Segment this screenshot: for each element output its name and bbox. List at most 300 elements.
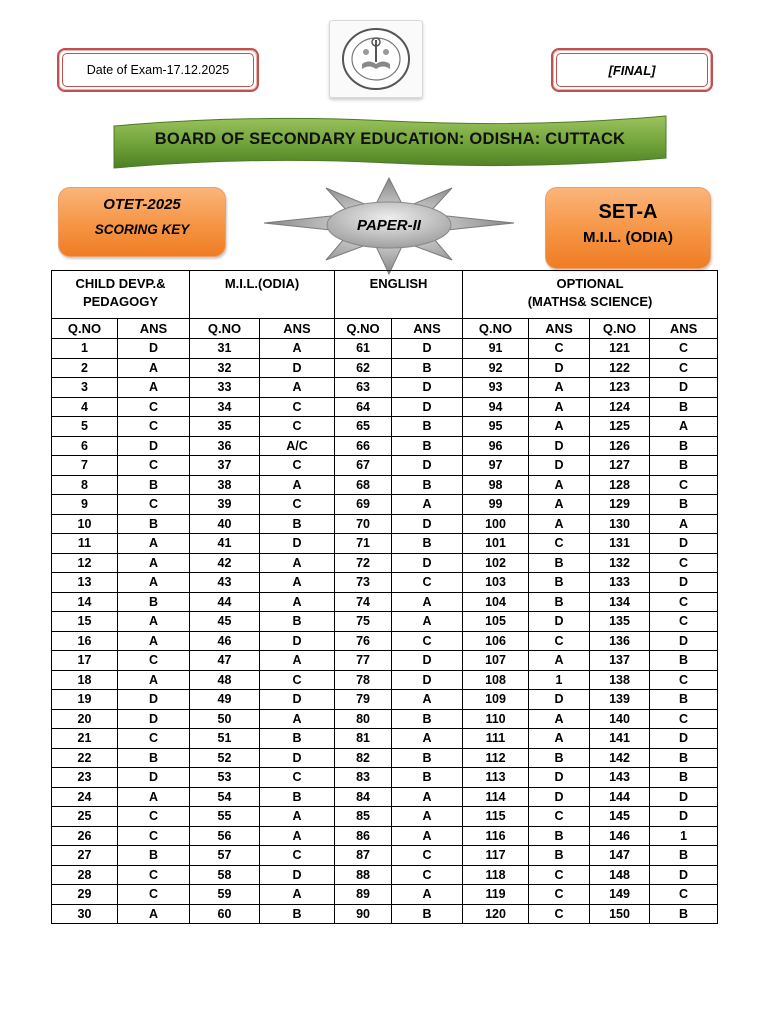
table-row — [52, 534, 718, 554]
answer-cell: A — [260, 709, 335, 729]
answer-cell: C — [650, 885, 718, 905]
answer-cell: A — [392, 885, 463, 905]
answer-cell: C — [118, 417, 190, 437]
question-number-cell: 69 — [335, 495, 392, 515]
question-number-cell: 102 — [463, 553, 529, 573]
question-number-cell: 71 — [335, 534, 392, 554]
answer-cell: D — [392, 670, 463, 690]
question-number-cell: 103 — [463, 573, 529, 593]
answer-cell: B — [260, 612, 335, 632]
question-number-cell: 140 — [590, 709, 650, 729]
answer-cell: C — [650, 709, 718, 729]
exam-name-badge — [58, 187, 226, 257]
answer-cell: B — [529, 748, 590, 768]
answer-cell: C — [118, 885, 190, 905]
question-number-cell: 22 — [52, 748, 118, 768]
question-number-cell: 39 — [190, 495, 260, 515]
answer-cell: B — [118, 846, 190, 866]
question-number-cell: 86 — [335, 826, 392, 846]
answer-cell: A — [392, 807, 463, 827]
col-qno-header: Q.NO — [590, 319, 650, 339]
answer-cell: B — [392, 436, 463, 456]
section-english: ENGLISH — [335, 271, 463, 319]
answer-cell: D — [118, 768, 190, 788]
answer-cell: C — [260, 495, 335, 515]
question-number-cell: 100 — [463, 514, 529, 534]
answer-cell: C — [650, 339, 718, 359]
question-number-cell: 56 — [190, 826, 260, 846]
answer-cell: A — [260, 339, 335, 359]
answer-cell: A — [118, 553, 190, 573]
question-number-cell: 142 — [590, 748, 650, 768]
table-row — [52, 787, 718, 807]
question-number-cell: 124 — [590, 397, 650, 417]
exam-name: OTET-2025 — [103, 196, 181, 213]
question-number-cell: 95 — [463, 417, 529, 437]
question-number-cell: 94 — [463, 397, 529, 417]
answer-cell: B — [650, 846, 718, 866]
question-number-cell: 60 — [190, 904, 260, 924]
answer-cell: C — [118, 456, 190, 476]
question-number-cell: 89 — [335, 885, 392, 905]
answer-cell: A — [260, 807, 335, 827]
question-number-cell: 77 — [335, 651, 392, 671]
question-number-cell: 10 — [52, 514, 118, 534]
question-number-cell: 114 — [463, 787, 529, 807]
answer-cell: A — [529, 378, 590, 398]
question-number-cell: 17 — [52, 651, 118, 671]
answer-cell: B — [392, 768, 463, 788]
answer-cell: A — [392, 592, 463, 612]
table-row — [52, 709, 718, 729]
question-number-cell: 66 — [335, 436, 392, 456]
table-row — [52, 592, 718, 612]
question-number-cell: 85 — [335, 807, 392, 827]
question-number-cell: 35 — [190, 417, 260, 437]
answer-cell: D — [650, 573, 718, 593]
answer-cell: D — [650, 787, 718, 807]
section-header-row — [52, 271, 718, 319]
answer-cell: B — [529, 573, 590, 593]
answer-cell: B — [650, 397, 718, 417]
answer-cell: D — [118, 436, 190, 456]
answer-cell: B — [260, 729, 335, 749]
answer-cell: A — [392, 826, 463, 846]
answer-cell: D — [392, 339, 463, 359]
bse-odisha-seal-icon — [329, 20, 423, 98]
answer-cell: D — [392, 397, 463, 417]
question-number-cell: 137 — [590, 651, 650, 671]
question-number-cell: 54 — [190, 787, 260, 807]
answer-cell: A — [392, 495, 463, 515]
scoring-key-label: SCORING KEY — [94, 222, 190, 237]
answer-cell: D — [392, 553, 463, 573]
answer-cell: C — [650, 358, 718, 378]
answer-cell: A — [529, 651, 590, 671]
answer-cell: A — [260, 573, 335, 593]
question-number-cell: 26 — [52, 826, 118, 846]
answer-cell: D — [650, 807, 718, 827]
answer-cell: A — [529, 417, 590, 437]
question-number-cell: 109 — [463, 690, 529, 710]
question-number-cell: 63 — [335, 378, 392, 398]
question-number-cell: 23 — [52, 768, 118, 788]
answer-cell: A — [260, 378, 335, 398]
table-row — [52, 651, 718, 671]
answer-cell: C — [118, 495, 190, 515]
table-row — [52, 456, 718, 476]
question-number-cell: 123 — [590, 378, 650, 398]
section-child-devp-line2: PEDAGOGY — [82, 294, 159, 309]
answer-cell: 1 — [529, 670, 590, 690]
table-row — [52, 436, 718, 456]
table-row — [52, 690, 718, 710]
question-number-cell: 49 — [190, 690, 260, 710]
question-number-cell: 27 — [52, 846, 118, 866]
question-number-cell: 13 — [52, 573, 118, 593]
answer-cell: C — [118, 651, 190, 671]
answer-cell: C — [392, 865, 463, 885]
answer-cell: D — [529, 612, 590, 632]
answer-cell: C — [650, 670, 718, 690]
answer-cell: C — [529, 807, 590, 827]
answer-cell: B — [392, 904, 463, 924]
answer-cell: A — [118, 670, 190, 690]
board-title: BOARD OF SECONDARY EDUCATION: ODISHA: CUTTACK — [154, 130, 626, 148]
question-number-cell: 25 — [52, 807, 118, 827]
question-number-cell: 48 — [190, 670, 260, 690]
answer-cell: A — [260, 592, 335, 612]
question-number-cell: 67 — [335, 456, 392, 476]
answer-cell: A — [118, 787, 190, 807]
answer-cell: A — [260, 826, 335, 846]
table-row — [52, 631, 718, 651]
answer-cell: A — [118, 904, 190, 924]
question-number-cell: 12 — [52, 553, 118, 573]
answer-cell: C — [650, 592, 718, 612]
answer-cell: B — [529, 553, 590, 573]
question-number-cell: 1 — [52, 339, 118, 359]
answer-cell: A — [260, 885, 335, 905]
question-number-cell: 146 — [590, 826, 650, 846]
question-number-cell: 24 — [52, 787, 118, 807]
answer-cell: B — [392, 475, 463, 495]
question-number-cell: 33 — [190, 378, 260, 398]
question-number-cell: 64 — [335, 397, 392, 417]
answer-cell: A — [392, 612, 463, 632]
answer-cell: B — [118, 514, 190, 534]
answer-rows — [52, 339, 718, 924]
question-number-cell: 11 — [52, 534, 118, 554]
answer-cell: D — [392, 378, 463, 398]
section-optional-line2: (MATHS& SCIENCE) — [527, 294, 653, 309]
answer-cell: C — [118, 826, 190, 846]
question-number-cell: 50 — [190, 709, 260, 729]
answer-cell: A — [118, 358, 190, 378]
answer-cell: C — [118, 865, 190, 885]
answer-cell: C — [529, 534, 590, 554]
answer-cell: D — [392, 456, 463, 476]
answer-cell: D — [529, 358, 590, 378]
answer-cell: A — [260, 553, 335, 573]
answer-cell: C — [650, 475, 718, 495]
question-number-cell: 110 — [463, 709, 529, 729]
language-label: M.I.L. (ODIA) — [583, 229, 673, 246]
answer-cell: B — [392, 417, 463, 437]
question-number-cell: 80 — [335, 709, 392, 729]
answer-cell: A — [529, 729, 590, 749]
question-number-cell: 5 — [52, 417, 118, 437]
question-number-cell: 126 — [590, 436, 650, 456]
question-number-cell: 46 — [190, 631, 260, 651]
answer-cell: A — [529, 514, 590, 534]
question-number-cell: 34 — [190, 397, 260, 417]
answer-cell: D — [260, 748, 335, 768]
question-number-cell: 55 — [190, 807, 260, 827]
answer-cell: D — [118, 690, 190, 710]
question-number-cell: 68 — [335, 475, 392, 495]
table-row — [52, 553, 718, 573]
col-qno-header: Q.NO — [335, 319, 392, 339]
question-number-cell: 7 — [52, 456, 118, 476]
answer-cell: D — [260, 631, 335, 651]
board-title-banner — [110, 112, 670, 174]
answer-cell: A — [392, 729, 463, 749]
question-number-cell: 121 — [590, 339, 650, 359]
question-number-cell: 134 — [590, 592, 650, 612]
question-number-cell: 132 — [590, 553, 650, 573]
question-number-cell: 135 — [590, 612, 650, 632]
answer-cell: D — [529, 436, 590, 456]
question-number-cell: 115 — [463, 807, 529, 827]
table-row — [52, 495, 718, 515]
question-number-cell: 44 — [190, 592, 260, 612]
question-number-cell: 82 — [335, 748, 392, 768]
question-number-cell: 20 — [52, 709, 118, 729]
col-ans-header: ANS — [118, 319, 190, 339]
question-number-cell: 99 — [463, 495, 529, 515]
table-row — [52, 826, 718, 846]
table-row — [52, 670, 718, 690]
answer-cell: D — [260, 358, 335, 378]
question-number-cell: 98 — [463, 475, 529, 495]
question-number-cell: 30 — [52, 904, 118, 924]
answer-cell: D — [392, 651, 463, 671]
question-number-cell: 9 — [52, 495, 118, 515]
set-badge — [545, 187, 711, 269]
question-number-cell: 97 — [463, 456, 529, 476]
question-number-cell: 84 — [335, 787, 392, 807]
col-qno-header: Q.NO — [463, 319, 529, 339]
question-number-cell: 3 — [52, 378, 118, 398]
section-child-devp — [52, 271, 190, 319]
question-number-cell: 147 — [590, 846, 650, 866]
answer-cell: A — [392, 690, 463, 710]
question-number-cell: 133 — [590, 573, 650, 593]
answer-cell: C — [392, 631, 463, 651]
col-qno-header: Q.NO — [52, 319, 118, 339]
question-number-cell: 143 — [590, 768, 650, 788]
answer-cell: B — [260, 514, 335, 534]
question-number-cell: 106 — [463, 631, 529, 651]
answer-cell: C — [260, 670, 335, 690]
answer-cell: C — [392, 573, 463, 593]
question-number-cell: 139 — [590, 690, 650, 710]
answer-cell: A — [650, 417, 718, 437]
question-number-cell: 120 — [463, 904, 529, 924]
section-mil-odia: M.I.L.(ODIA) — [190, 271, 335, 319]
answer-cell: C — [260, 397, 335, 417]
answer-cell: D — [529, 690, 590, 710]
paper-label: PAPER-II — [357, 217, 421, 234]
answer-cell: D — [650, 631, 718, 651]
answer-cell: B — [118, 475, 190, 495]
question-number-cell: 96 — [463, 436, 529, 456]
answer-cell: C — [260, 768, 335, 788]
question-number-cell: 73 — [335, 573, 392, 593]
answer-cell: D — [260, 534, 335, 554]
answer-cell: A — [118, 573, 190, 593]
question-number-cell: 78 — [335, 670, 392, 690]
answer-cell: D — [650, 378, 718, 398]
answer-cell: A — [260, 651, 335, 671]
table-row — [52, 514, 718, 534]
question-number-cell: 93 — [463, 378, 529, 398]
question-number-cell: 149 — [590, 885, 650, 905]
question-number-cell: 15 — [52, 612, 118, 632]
final-status-box — [551, 48, 713, 92]
answer-cell: B — [650, 690, 718, 710]
question-number-cell: 43 — [190, 573, 260, 593]
question-number-cell: 145 — [590, 807, 650, 827]
answer-cell: B — [260, 904, 335, 924]
answer-cell: B — [650, 904, 718, 924]
question-number-cell: 58 — [190, 865, 260, 885]
question-number-cell: 117 — [463, 846, 529, 866]
col-ans-header: ANS — [529, 319, 590, 339]
answer-cell: A — [529, 397, 590, 417]
question-number-cell: 4 — [52, 397, 118, 417]
answer-cell: D — [650, 865, 718, 885]
section-optional — [463, 271, 718, 319]
table-row — [52, 417, 718, 437]
question-number-cell: 53 — [190, 768, 260, 788]
question-number-cell: 101 — [463, 534, 529, 554]
answer-cell: D — [650, 729, 718, 749]
table-row — [52, 885, 718, 905]
col-ans-header: ANS — [260, 319, 335, 339]
table-row — [52, 475, 718, 495]
column-header-row — [52, 319, 718, 339]
question-number-cell: 38 — [190, 475, 260, 495]
set-label: SET-A — [598, 201, 658, 223]
question-number-cell: 41 — [190, 534, 260, 554]
table-row — [52, 904, 718, 924]
answer-cell: C — [529, 339, 590, 359]
question-number-cell: 122 — [590, 358, 650, 378]
question-number-cell: 112 — [463, 748, 529, 768]
answer-cell: B — [650, 495, 718, 515]
answer-cell: B — [529, 826, 590, 846]
question-number-cell: 131 — [590, 534, 650, 554]
section-child-devp-line1: CHILD DEVP.& — [75, 276, 166, 291]
answer-cell: 1 — [650, 826, 718, 846]
answer-cell: D — [260, 690, 335, 710]
question-number-cell: 47 — [190, 651, 260, 671]
question-number-cell: 19 — [52, 690, 118, 710]
col-qno-header: Q.NO — [190, 319, 260, 339]
question-number-cell: 31 — [190, 339, 260, 359]
answer-cell: A — [260, 475, 335, 495]
question-number-cell: 91 — [463, 339, 529, 359]
question-number-cell: 144 — [590, 787, 650, 807]
table-row — [52, 397, 718, 417]
table-row — [52, 339, 718, 359]
question-number-cell: 125 — [590, 417, 650, 437]
question-number-cell: 118 — [463, 865, 529, 885]
answer-cell: B — [392, 748, 463, 768]
answer-cell: D — [529, 456, 590, 476]
question-number-cell: 51 — [190, 729, 260, 749]
question-number-cell: 18 — [52, 670, 118, 690]
question-number-cell: 75 — [335, 612, 392, 632]
answer-cell: A — [118, 378, 190, 398]
final-status-text: [FINAL] — [556, 53, 708, 87]
question-number-cell: 2 — [52, 358, 118, 378]
question-number-cell: 107 — [463, 651, 529, 671]
question-number-cell: 45 — [190, 612, 260, 632]
question-number-cell: 16 — [52, 631, 118, 651]
question-number-cell: 8 — [52, 475, 118, 495]
question-number-cell: 72 — [335, 553, 392, 573]
answer-cell: D — [650, 534, 718, 554]
question-number-cell: 42 — [190, 553, 260, 573]
answer-cell: D — [529, 768, 590, 788]
answer-cell: A — [529, 475, 590, 495]
question-number-cell: 88 — [335, 865, 392, 885]
question-number-cell: 59 — [190, 885, 260, 905]
question-number-cell: 6 — [52, 436, 118, 456]
table-row — [52, 573, 718, 593]
question-number-cell: 113 — [463, 768, 529, 788]
answer-cell: B — [650, 436, 718, 456]
table-row — [52, 768, 718, 788]
question-number-cell: 28 — [52, 865, 118, 885]
question-number-cell: 40 — [190, 514, 260, 534]
exam-date-text: Date of Exam-17.12.2025 — [62, 53, 254, 87]
answer-cell: B — [529, 592, 590, 612]
answer-cell: C — [529, 631, 590, 651]
col-ans-header: ANS — [392, 319, 463, 339]
question-number-cell: 129 — [590, 495, 650, 515]
question-number-cell: 32 — [190, 358, 260, 378]
answer-cell: A — [392, 787, 463, 807]
answer-cell: B — [650, 456, 718, 476]
question-number-cell: 57 — [190, 846, 260, 866]
question-number-cell: 87 — [335, 846, 392, 866]
question-number-cell: 37 — [190, 456, 260, 476]
answer-cell: A/C — [260, 436, 335, 456]
question-number-cell: 65 — [335, 417, 392, 437]
question-number-cell: 105 — [463, 612, 529, 632]
question-number-cell: 108 — [463, 670, 529, 690]
answer-cell: B — [392, 358, 463, 378]
answer-cell: C — [260, 417, 335, 437]
question-number-cell: 61 — [335, 339, 392, 359]
answer-cell: B — [650, 651, 718, 671]
answer-cell: C — [118, 807, 190, 827]
answer-cell: C — [260, 846, 335, 866]
